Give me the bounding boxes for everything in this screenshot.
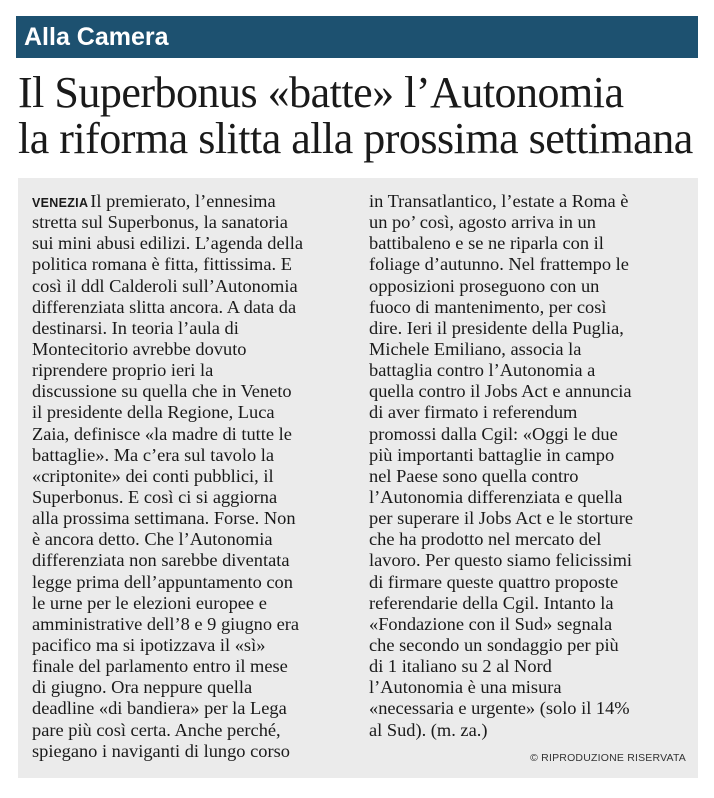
article-line: amministrative dell’8 e 9 giugno era xyxy=(32,613,300,634)
article-line: riprendere proprio ieri la xyxy=(32,360,214,381)
article-line: Zaia, definisce «la madre di tutte le xyxy=(32,423,292,444)
article-line: quella contro il Jobs Act e annuncia xyxy=(369,381,632,402)
article-line: referendarie della Cgil. Intanto la xyxy=(369,592,614,613)
article-line: «necessaria e urgente» (solo il 14% xyxy=(369,698,630,719)
article-line: l’Autonomia è una misura xyxy=(369,677,562,698)
article-line: in Transatlantico, l’estate a Roma è xyxy=(369,191,629,211)
headline xyxy=(18,70,708,162)
article-line: che ha prodotto nel mercato del xyxy=(369,529,602,550)
article-line: Montecitorio avrebbe dovuto xyxy=(32,338,247,359)
article-line: legge prima dell’appuntamento con xyxy=(32,571,293,592)
article-line: Superbonus. E così ci si aggiorna xyxy=(32,486,278,507)
article-line: al Sud). (m. za.) xyxy=(369,719,488,740)
section-bar xyxy=(16,16,698,58)
article-line: differenziata non sarebbe diventata xyxy=(32,550,290,571)
article-line: più importanti battaglie in campo xyxy=(369,444,615,465)
article-line: è ancora detto. Che l’Autonomia xyxy=(32,529,273,550)
article-line: discussione su quella che in Veneto xyxy=(32,381,292,402)
article-line: che secondo un sondaggio per più xyxy=(369,634,619,655)
article-line: stretta sul Superbonus, la sanatoria xyxy=(32,212,288,233)
article-line: fuoco di mantenimento, per così xyxy=(369,296,607,317)
article-line: «criptonite» dei conti pubblici, il xyxy=(32,465,274,486)
article-line: battaglie». Ma c’era sul tavolo la xyxy=(32,444,275,465)
section-label: Alla Camera xyxy=(24,23,169,51)
article-line: lavoro. Per questo siamo felicissimi xyxy=(369,550,633,571)
dateline: VENEZIA xyxy=(32,196,89,210)
article-line: opposizioni proseguono con un xyxy=(369,275,600,296)
article-line: pare più così certa. Anche perché, xyxy=(32,719,281,740)
article-line: alla prossima settimana. Forse. Non xyxy=(32,508,296,529)
article-line-text: Il premierato, l’ennesima xyxy=(90,191,276,211)
article-line: nel Paese sono quella contro xyxy=(369,465,579,486)
article-column-left xyxy=(32,191,352,762)
article-line xyxy=(32,191,352,212)
article-line: differenziata slitta ancora. A data da xyxy=(32,296,297,317)
article-line: di giugno. Ora neppure quella xyxy=(32,677,253,698)
article-line: le urne per le elezioni europee e xyxy=(32,592,267,613)
article-line: finale del parlamento entro il mese xyxy=(32,656,288,677)
article-line: sui mini abusi edilizi. L’agenda della xyxy=(32,233,304,254)
headline-line: la riforma slitta alla prossima settimana xyxy=(18,114,693,163)
article-line: deadline «di bandiera» per la Lega xyxy=(32,698,287,719)
article-line: per superare il Jobs Act e le storture xyxy=(369,508,634,529)
article-line: di firmare queste quattro proposte xyxy=(369,571,619,592)
copyright-notice: © RIPRODUZIONE RISERVATA xyxy=(530,752,686,764)
article-line: un po’ così, agosto arriva in un xyxy=(369,212,596,233)
article-line: battaglia contro l’Autonomia a xyxy=(369,360,596,381)
article-line: promossi dalla Cgil: «Oggi le due xyxy=(369,423,618,444)
article-line: di 1 italiano su 2 al Nord xyxy=(369,656,552,677)
article-line: l’Autonomia differenziata e quella xyxy=(369,486,623,507)
headline-line: Il Superbonus «batte» l’Autonomia xyxy=(18,68,624,117)
article-line: destinarsi. In teoria l’aula di xyxy=(32,317,239,338)
article-line: battibaleno e se ne riparla con il xyxy=(369,233,604,254)
article-line: pacifico ma si ipotizzava il «sì» xyxy=(32,634,266,655)
article-line: il presidente della Regione, Luca xyxy=(32,402,275,423)
article-line: dire. Ieri il presidente della Puglia, xyxy=(369,317,624,338)
article-line: foliage d’autunno. Nel frattempo le xyxy=(369,254,629,275)
article-column-right xyxy=(369,191,691,741)
article-line: «Fondazione con il Sud» segnala xyxy=(369,613,613,634)
article-line: spiegano i naviganti di lungo corso xyxy=(32,740,290,761)
article-line: di aver firmato i referendum xyxy=(369,402,578,423)
article-line: così il ddl Calderoli sull’Autonomia xyxy=(32,275,298,296)
article-line: politica romana è fitta, fittissima. E xyxy=(32,254,292,275)
article-line: Michele Emiliano, associa la xyxy=(369,338,582,359)
